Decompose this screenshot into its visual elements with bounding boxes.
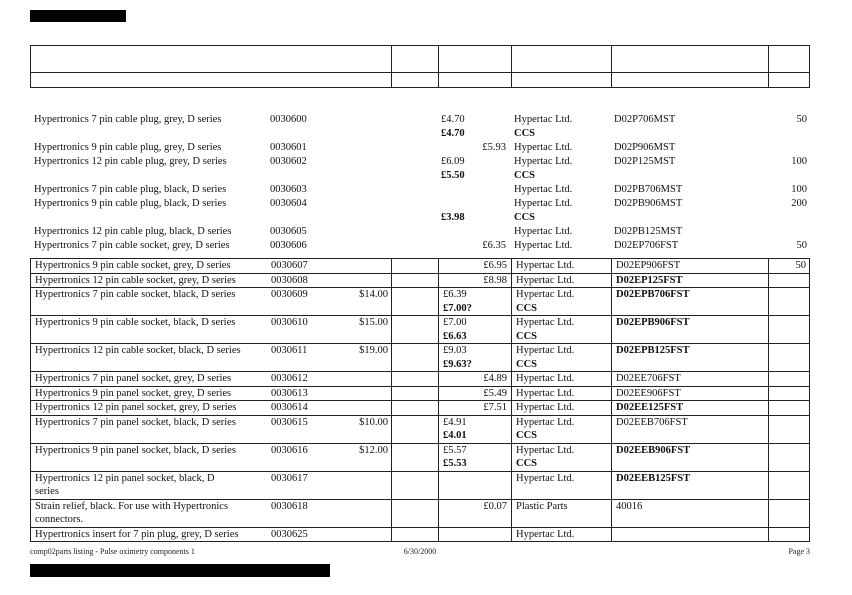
cell-supplier: Hypertac Ltd. bbox=[511, 401, 611, 415]
cell-supplier: Hypertac Ltd. bbox=[511, 274, 611, 288]
cell-gbp-price: £5.57 £5.53 bbox=[438, 444, 511, 471]
cell-description: Hypertronics 9 pin panel socket, black, D series bbox=[35, 444, 236, 456]
cell-part-number: 0030618 bbox=[271, 500, 308, 512]
cell-usd-price: $12.00 bbox=[359, 444, 388, 456]
cell-gbp-price: £7.51 bbox=[438, 401, 511, 415]
cell-part-number: 0030612 bbox=[271, 373, 308, 384]
cell-usd-price bbox=[333, 259, 391, 273]
cell-supplier: Hypertac Ltd. CCS bbox=[511, 444, 611, 471]
cell-supplier-part-number: D02EEB125FST bbox=[611, 472, 768, 499]
cell-blank bbox=[390, 155, 437, 183]
cell-gbp-price: £4.89 bbox=[438, 372, 511, 386]
cell-supplier-part-number: D02P125MST bbox=[614, 156, 676, 167]
cell-blank bbox=[391, 472, 438, 499]
cell-description: Hypertronics 12 pin panel socket, black, D series bbox=[35, 472, 215, 497]
cell-gbp-price: £4.91 £4.01 bbox=[438, 416, 511, 443]
table-header-band bbox=[30, 45, 810, 88]
cell-quantity bbox=[768, 500, 809, 527]
table-row bbox=[30, 472, 810, 500]
cell-description: Hypertronics 9 pin cable plug, grey, D series bbox=[34, 142, 222, 153]
cell-supplier-part-number: 40016 bbox=[611, 500, 768, 527]
cell-usd-price: $14.00 bbox=[359, 289, 388, 300]
table-row bbox=[30, 401, 810, 416]
cell-usd-price: $19.00 bbox=[359, 345, 388, 356]
cell-usd-price bbox=[332, 113, 390, 141]
cell-quantity bbox=[768, 472, 809, 499]
cell-part-number: 0030611 bbox=[271, 345, 308, 356]
cell-usd-price bbox=[332, 141, 390, 155]
cell-gbp-price bbox=[437, 225, 510, 239]
cell-gbp-price bbox=[437, 183, 510, 197]
cell-supplier-part-number: D02EP906FST bbox=[611, 259, 768, 273]
cell-supplier-part-number: D02PB706MST bbox=[614, 184, 683, 195]
cell-usd-price bbox=[332, 155, 390, 183]
table-row bbox=[30, 372, 810, 387]
cell-supplier-part-number: D02EP706FST bbox=[614, 240, 679, 251]
cell-quantity bbox=[768, 316, 809, 343]
cell-usd-price bbox=[333, 528, 391, 542]
column-divider bbox=[438, 46, 439, 87]
cell-part-number: 0030600 bbox=[270, 114, 307, 125]
cell-gbp-price: £4.70 £4.70 bbox=[441, 114, 465, 139]
cell-part-number: 0030608 bbox=[271, 274, 308, 286]
cell-blank bbox=[391, 259, 438, 273]
cell-supplier: Hypertac Ltd. bbox=[511, 387, 611, 401]
cell-blank bbox=[391, 416, 438, 443]
cell-supplier: Hypertac Ltd. CCS bbox=[511, 316, 611, 343]
cell-quantity bbox=[768, 274, 809, 288]
column-divider bbox=[611, 46, 612, 87]
cell-supplier-part-number: D02EPB125FST bbox=[611, 344, 768, 371]
cell-supplier-part-number: D02EE906FST bbox=[611, 387, 768, 401]
cell-supplier-part-number: D02EE706FST bbox=[611, 372, 768, 386]
cell-usd-price bbox=[333, 472, 391, 499]
cell-supplier: Hypertac Ltd. CCS bbox=[514, 156, 573, 181]
cell-part-number: 0030617 bbox=[271, 472, 308, 484]
table-row bbox=[30, 344, 810, 372]
cell-part-number: 0030610 bbox=[271, 317, 308, 328]
cell-gbp-price: £6.09 £5.50 bbox=[441, 156, 465, 181]
table-row bbox=[30, 258, 810, 274]
cell-quantity bbox=[768, 444, 809, 471]
cell-part-number: 0030605 bbox=[270, 226, 307, 237]
cell-supplier-part-number: D02EE125FST bbox=[611, 401, 768, 415]
cell-usd-price bbox=[332, 183, 390, 197]
cell-supplier-part-number: D02EEB906FST bbox=[611, 444, 768, 471]
cell-part-number: 0030615 bbox=[271, 416, 308, 428]
cell-supplier: Hypertac Ltd. CCS bbox=[514, 198, 573, 223]
cell-usd-price bbox=[333, 274, 391, 288]
table-row bbox=[30, 141, 810, 155]
cell-gbp-price: £9.03 £9.63? bbox=[438, 344, 511, 371]
cell-gbp-price: £3.98 bbox=[441, 212, 465, 223]
cell-supplier: Hypertac Ltd. CCS bbox=[511, 288, 611, 315]
cell-blank bbox=[391, 444, 438, 471]
cell-blank bbox=[391, 372, 438, 386]
cell-supplier: Plastic Parts bbox=[511, 500, 611, 527]
cell-gbp-price: £5.49 bbox=[438, 387, 511, 401]
cell-supplier-part-number: D02EEB706FST bbox=[611, 416, 768, 443]
cell-quantity bbox=[768, 288, 809, 315]
cell-blank bbox=[391, 288, 438, 315]
table-row bbox=[30, 239, 810, 253]
cell-description: Hypertronics 7 pin cable socket, grey, D series bbox=[34, 240, 230, 251]
cell-supplier-part-number: D02P906MST bbox=[614, 142, 676, 153]
cell-gbp-price: £0.07 bbox=[438, 500, 511, 527]
footer-date: 6/30/2000 bbox=[403, 547, 437, 556]
cell-blank bbox=[390, 197, 437, 225]
table-row bbox=[30, 288, 810, 316]
cell-description: Hypertronics 12 pin cable plug, black, D series bbox=[34, 226, 232, 237]
cell-blank bbox=[391, 387, 438, 401]
cell-usd-price bbox=[332, 239, 390, 253]
table-row bbox=[30, 444, 810, 472]
cell-usd-price bbox=[333, 372, 391, 386]
cell-supplier: Hypertac Ltd. bbox=[511, 528, 611, 542]
cell-blank bbox=[391, 528, 438, 542]
cell-supplier-part-number: D02P706MST bbox=[614, 114, 676, 125]
cell-supplier-part-number: D02PB125MST bbox=[614, 226, 683, 237]
cell-usd-price: $15.00 bbox=[359, 317, 388, 328]
table-row bbox=[30, 225, 810, 239]
cell-description: Hypertronics 12 pin cable socket, black, D series bbox=[35, 345, 241, 356]
cell-part-number: 0030607 bbox=[271, 260, 308, 271]
cell-supplier: Hypertac Ltd. CCS bbox=[514, 114, 573, 139]
cell-gbp-price bbox=[438, 472, 511, 499]
cell-description: Hypertronics 7 pin panel socket, black, D series bbox=[35, 416, 236, 428]
cell-part-number: 0030601 bbox=[270, 142, 307, 153]
cell-description: Strain relief, black. For use with Hypertronics connectors. bbox=[35, 500, 229, 525]
cell-blank bbox=[390, 239, 437, 253]
cell-description: Hypertronics 7 pin panel socket, grey, D series bbox=[35, 373, 232, 384]
cell-supplier: Hypertac Ltd. bbox=[511, 372, 611, 386]
cell-description: Hypertronics 9 pin cable socket, grey, D series bbox=[35, 260, 231, 271]
cell-blank bbox=[390, 183, 437, 197]
column-divider bbox=[511, 46, 512, 87]
cell-usd-price bbox=[333, 401, 391, 415]
cell-supplier-part-number: D02EP125FST bbox=[611, 274, 768, 288]
cell-usd-price bbox=[332, 225, 390, 239]
cell-description: Hypertronics 9 pin panel socket, grey, D series bbox=[35, 387, 232, 399]
cell-gbp-price bbox=[438, 528, 511, 542]
table-row bbox=[30, 387, 810, 402]
cell-quantity bbox=[767, 141, 810, 155]
cell-supplier: Hypertac Ltd. bbox=[511, 472, 611, 499]
cell-blank bbox=[390, 141, 437, 155]
cell-quantity: 100 bbox=[791, 156, 807, 167]
cell-description: Hypertronics 7 pin cable socket, black, D series bbox=[35, 289, 236, 300]
cell-supplier: Hypertac Ltd. bbox=[511, 259, 611, 273]
cell-gbp-price: £6.39 £7.00? bbox=[438, 288, 511, 315]
table-row bbox=[30, 416, 810, 444]
redaction-bar-bottom bbox=[30, 564, 330, 577]
cell-blank bbox=[390, 225, 437, 239]
cell-supplier-part-number: D02EPB906FST bbox=[611, 316, 768, 343]
cell-gbp-price: £6.35 bbox=[482, 240, 506, 251]
cell-blank bbox=[391, 500, 438, 527]
cell-quantity: 200 bbox=[791, 198, 807, 209]
header-row-divider bbox=[31, 72, 809, 73]
cell-description: Hypertronics 12 pin panel socket, grey, D series bbox=[35, 402, 237, 413]
cell-supplier-part-number: D02PB906MST bbox=[614, 198, 683, 209]
cell-supplier: Hypertac Ltd. bbox=[514, 226, 573, 237]
cell-blank bbox=[391, 401, 438, 415]
cell-quantity bbox=[768, 416, 809, 443]
table-row bbox=[30, 500, 810, 528]
cell-part-number: 0030606 bbox=[270, 240, 307, 251]
cell-part-number: 0030616 bbox=[271, 444, 308, 456]
cell-description: Hypertronics 9 pin cable plug, black, D series bbox=[34, 198, 227, 209]
cell-supplier-part-number: D02EPB706FST bbox=[611, 288, 768, 315]
cell-supplier: Hypertac Ltd. CCS bbox=[511, 344, 611, 371]
cell-part-number: 0030614 bbox=[271, 402, 308, 413]
table-body bbox=[30, 113, 810, 542]
column-divider bbox=[768, 46, 769, 87]
cell-description: Hypertronics 12 pin cable socket, grey, D series bbox=[35, 274, 236, 286]
table-row bbox=[30, 274, 810, 289]
cell-quantity bbox=[767, 225, 810, 239]
cell-quantity bbox=[768, 401, 809, 415]
cell-description: Hypertronics insert for 7 pin plug, grey, D series bbox=[35, 528, 239, 540]
cell-part-number: 0030602 bbox=[270, 156, 307, 167]
cell-quantity: 50 bbox=[796, 114, 807, 125]
cell-part-number: 0030604 bbox=[270, 198, 307, 209]
cell-part-number: 0030613 bbox=[271, 387, 308, 399]
cell-usd-price bbox=[333, 500, 391, 527]
cell-supplier-part-number bbox=[611, 528, 768, 542]
footer-document-title: comp02parts listing - Pulse oximetry components 1 bbox=[30, 547, 195, 556]
cell-gbp-price: £5.93 bbox=[482, 142, 506, 153]
cell-supplier: Hypertac Ltd. bbox=[514, 142, 573, 153]
cell-blank bbox=[391, 344, 438, 371]
cell-quantity: 50 bbox=[768, 259, 809, 273]
cell-blank bbox=[391, 274, 438, 288]
redaction-bar-top bbox=[30, 10, 126, 22]
cell-quantity: 100 bbox=[791, 184, 807, 195]
cell-quantity bbox=[768, 344, 809, 371]
cell-quantity: 50 bbox=[796, 240, 807, 251]
cell-part-number: 0030625 bbox=[271, 528, 308, 540]
table-row bbox=[30, 197, 810, 225]
cell-quantity bbox=[768, 528, 809, 542]
cell-supplier: Hypertac Ltd. bbox=[514, 240, 573, 251]
cell-gbp-price: £8.98 bbox=[438, 274, 511, 288]
cell-blank bbox=[390, 113, 437, 141]
cell-quantity bbox=[768, 387, 809, 401]
cell-description: Hypertronics 12 pin cable plug, grey, D series bbox=[34, 156, 227, 167]
cell-gbp-price: £6.95 bbox=[438, 259, 511, 273]
cell-gbp-price: £7.00 £6.63 bbox=[438, 316, 511, 343]
table-row bbox=[30, 155, 810, 183]
cell-part-number: 0030609 bbox=[271, 289, 308, 300]
cell-part-number: 0030603 bbox=[270, 184, 307, 195]
cell-quantity bbox=[768, 372, 809, 386]
cell-description: Hypertronics 7 pin cable plug, black, D series bbox=[34, 184, 227, 195]
table-row bbox=[30, 183, 810, 197]
column-divider bbox=[391, 46, 392, 87]
cell-description: Hypertronics 7 pin cable plug, grey, D series bbox=[34, 114, 222, 125]
cell-blank bbox=[391, 316, 438, 343]
footer-page-number: Page 3 bbox=[788, 547, 810, 556]
cell-usd-price: $10.00 bbox=[359, 416, 388, 428]
table-row bbox=[30, 528, 810, 543]
table-row bbox=[30, 113, 810, 141]
cell-usd-price bbox=[333, 387, 391, 401]
cell-description: Hypertronics 9 pin cable socket, black, D series bbox=[35, 317, 236, 328]
cell-supplier: Hypertac Ltd. bbox=[514, 184, 573, 195]
cell-usd-price bbox=[332, 197, 390, 225]
cell-supplier: Hypertac Ltd. CCS bbox=[511, 416, 611, 443]
table-row bbox=[30, 316, 810, 344]
